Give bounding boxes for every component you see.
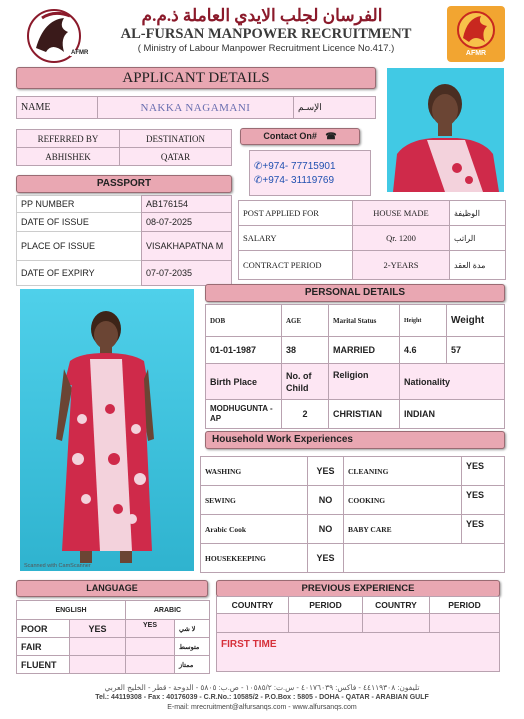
first-time-label: FIRST TIME [221, 639, 277, 650]
household-task [343, 543, 505, 573]
english-header: ENGLISH [16, 600, 126, 620]
religion-header: Religion [328, 363, 400, 400]
experience-cell [288, 613, 363, 633]
contact-number[interactable]: ✆+974- 31119769 [254, 174, 335, 186]
language-level-label: FLUENT [16, 655, 70, 674]
age-header: AGE [281, 304, 329, 337]
dob-header: DOB [205, 304, 282, 337]
household-task: CLEANING [343, 456, 462, 486]
name-label: NAME [16, 96, 98, 119]
company-arabic-name: الفرسان لجلب الايدي العاملة ذ.م.م [141, 6, 383, 25]
pp-number-label: PP NUMBER [16, 195, 142, 213]
logo-left-text: AFMR [71, 50, 89, 56]
english-level-value [69, 637, 126, 656]
date-of-expiry-value: 07-07-2035 [141, 260, 232, 286]
applicant-details-title: APPLICANT DETAILS [16, 67, 376, 89]
salary-arabic: الراتب [449, 225, 506, 251]
previous-experience-title: PREVIOUS EXPERIENCE [216, 580, 500, 597]
experience-cell [216, 613, 289, 633]
arabic-level-value [125, 655, 175, 674]
salary-label: SALARY [238, 225, 353, 251]
date-of-issue-label: DATE OF ISSUE [16, 212, 142, 232]
arabic-level-label: لا شي [174, 619, 210, 638]
arabic-header: ARABIC [125, 600, 210, 620]
household-answer: YES [461, 485, 505, 515]
experience-cell [362, 613, 430, 633]
footer-email[interactable]: E-mail: mrecruitment@alfursanqs.com - www.alfursanqs.com [167, 704, 357, 711]
language-title: LANGUAGE [16, 580, 208, 597]
name-arabic-label: الإسـم [293, 96, 376, 119]
birth-place-header: Birth Place [205, 363, 282, 400]
dob-value: 01-01-1987 [205, 336, 282, 364]
household-task: Arabic Cook [200, 514, 308, 544]
height-value: 4.6 [399, 336, 447, 364]
religion-value: CHRISTIAN [328, 399, 400, 429]
english-level-value: YES [69, 619, 126, 638]
household-answer: NO [307, 514, 344, 544]
household-task: HOUSEKEEPING [200, 543, 308, 573]
scanner-watermark: Scanned with CamScanner [24, 563, 91, 569]
post-applied-label: POST APPLIED FOR [238, 200, 353, 226]
english-level-value [69, 655, 126, 674]
household-answer: YES [307, 543, 344, 573]
language-level-label: POOR [16, 619, 70, 638]
nationality-header: Nationality [399, 363, 505, 400]
household-title: Household Work Experiences [205, 431, 505, 449]
marital-status-header: Marital Status [328, 304, 400, 337]
applicant-photo-full [20, 289, 194, 571]
household-answer: YES [461, 514, 505, 544]
household-task: BABY CARE [343, 514, 462, 544]
footer-arabic: تليفون: ٤٤١١٩٣٠٨ - فاكس: ٤٠١٧٦٠٣٩ - س.ت: ١٠٥٨٥/٢ - ص.ب: ٥٨٠٥ - الدوحة - قطر - الخليج العربي [104, 683, 420, 692]
name-value: NAKKA NAGAMANI [97, 96, 294, 119]
experience-body [216, 632, 500, 672]
destination-value: QATAR [119, 147, 232, 166]
experience-header-period: PERIOD [429, 596, 500, 614]
household-answer: YES [461, 456, 505, 486]
post-applied-value: HOUSE MADE [352, 200, 450, 226]
logo-right-text: AFMR [465, 50, 487, 57]
place-of-issue-label: PLACE OF ISSUE [16, 231, 142, 261]
household-answer: YES [307, 456, 344, 486]
experience-header-country: COUNTRY [216, 596, 289, 614]
referred-by-label: REFERRED BY [16, 129, 120, 148]
date-of-expiry-label: DATE OF EXPIRY [16, 260, 142, 286]
contact-title-text: Contact On# [263, 131, 317, 141]
household-task: SEWING [200, 485, 308, 515]
household-task: WASHING [200, 456, 308, 486]
footer-contact: Tel.: 44119308 - Fax : 40176039 - C.R.No.: 10585/2 - P.O.Box : 5805 - DOHA - QATAR - ARABIAN GULF [95, 694, 429, 701]
contract-period-arabic: مدة العقد [449, 250, 506, 280]
experience-cell [429, 613, 500, 633]
household-answer: NO [307, 485, 344, 515]
contract-period-label: CONTRACT PERIOD [238, 250, 353, 280]
weight-value: 57 [446, 336, 505, 364]
birth-place-value: MODHUGUNTA -AP [205, 399, 282, 429]
marital-status-value: MARRIED [328, 336, 400, 364]
licence-text: ( Ministry of Labour Manpower Recruitment Licence No.417.) [137, 43, 395, 54]
contact-box [249, 150, 371, 196]
destination-label: DESTINATION [119, 129, 232, 148]
date-of-issue-value: 08-07-2025 [141, 212, 232, 232]
pp-number-value: AB176154 [141, 195, 232, 213]
arabic-level-value: YES [125, 619, 175, 638]
language-level-label: FAIR [16, 637, 70, 656]
personal-details-title: PERSONAL DETAILS [205, 284, 505, 302]
referred-by-value: ABHISHEK [16, 147, 120, 166]
contract-period-value: 2-YEARS [352, 250, 450, 280]
experience-header-period: PERIOD [288, 596, 363, 614]
contact-title [240, 128, 360, 145]
passport-title: PASSPORT [16, 175, 232, 193]
weight-header: Weight [446, 304, 505, 337]
age-value: 38 [281, 336, 329, 364]
arabic-level-label: ممتاز [174, 655, 210, 674]
logo-right [447, 6, 505, 62]
height-header: Height [399, 304, 447, 337]
nationality-value: INDIAN [399, 399, 505, 429]
experience-header-country: COUNTRY [362, 596, 430, 614]
salary-value: Qr. 1200 [352, 225, 450, 251]
place-of-issue-value: VISAKHAPATNA M [141, 231, 232, 261]
phone-icon: ☎ [325, 131, 337, 141]
logo-left [24, 8, 90, 64]
applicant-photo-small [387, 68, 504, 192]
contact-number[interactable]: ✆+974- 77715901 [254, 160, 336, 172]
household-task: COOKING [343, 485, 462, 515]
post-applied-arabic: الوظيفة [449, 200, 506, 226]
children-value: 2 [281, 399, 329, 429]
company-name: AL-FURSAN MANPOWER RECRUITMENT [120, 26, 412, 42]
arabic-level-value [125, 637, 175, 656]
children-header: No. of Child [281, 363, 329, 400]
arabic-level-label: متوسط [174, 637, 210, 656]
